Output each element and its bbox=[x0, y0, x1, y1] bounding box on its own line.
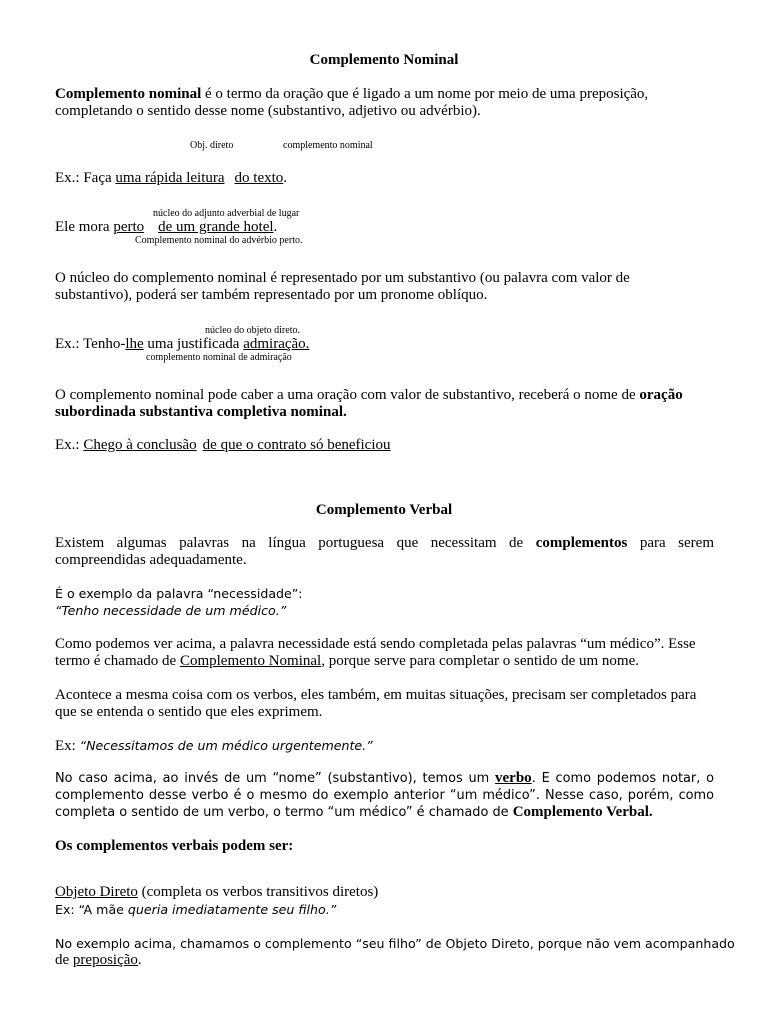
s2p6-text-b: . E como podemos notar, o bbox=[531, 771, 714, 786]
example-1-object: uma rápida leitura bbox=[115, 170, 225, 186]
annotation-complemento-nominal: complemento nominal bbox=[283, 140, 373, 151]
s2p6-complemento-verbal: Complemento Verbal. bbox=[512, 804, 653, 820]
section2-paragraph-1-line-1 bbox=[55, 535, 714, 552]
section2-paragraph-5 bbox=[55, 737, 373, 755]
example-1-prefix: Ex.: Faça bbox=[55, 170, 116, 186]
s2p5-prefix: Ex: bbox=[55, 738, 80, 754]
section2-paragraph-6-line-1 bbox=[55, 770, 714, 787]
example-2-complement: de um grande hotel bbox=[158, 219, 274, 235]
section2-paragraph-1-line-2: compreendidas adequadamente. bbox=[55, 552, 247, 568]
annotation-complemento-adverbio: Complemento nominal do advérbio perto. bbox=[135, 235, 303, 246]
s2p9-text-b: . bbox=[137, 952, 142, 968]
s2p8-objeto-direto: Objeto Direto bbox=[55, 884, 138, 900]
example-1 bbox=[55, 170, 287, 187]
s2p5-quote: “Necessitamos de um médico urgentemente.” bbox=[79, 738, 373, 753]
s2p8-example-prefix: Ex: “A mãe bbox=[55, 902, 128, 917]
section2-paragraph-9-line-1: No exemplo acima, chamamos o complemento “seu filho” de Objeto Direto, porque não vem acompanhado bbox=[55, 936, 735, 951]
paragraph-3-line-1 bbox=[55, 387, 683, 404]
example-3-noun: admiração. bbox=[243, 336, 310, 352]
s2p8-text: (completa os verbos transitivos diretos) bbox=[137, 884, 379, 900]
section2-paragraph-2-line-1: É o exemplo da palavra “necessidade”: bbox=[55, 586, 303, 601]
section-title-complemento-nominal: Complemento Nominal bbox=[309, 52, 459, 68]
s2p3-text-a: termo é chamado de bbox=[55, 653, 180, 669]
section2-paragraph-9-line-2 bbox=[55, 952, 142, 969]
definition-line-1 bbox=[55, 86, 648, 103]
example-3-middle: uma justificada bbox=[143, 336, 244, 352]
paragraph-3-text: O complemento nominal pode caber a uma oração com valor de substantivo, receberá o nome de bbox=[55, 387, 640, 403]
example-1-complement: do texto bbox=[234, 170, 284, 186]
s2p6-verbo: verbo bbox=[495, 770, 532, 786]
s2p3-link-complemento-nominal: Complemento Nominal bbox=[179, 653, 322, 669]
s2p9-preposicao: preposição bbox=[72, 952, 138, 968]
s2p3-text-b: , porque serve para completar o sentido de um nome. bbox=[321, 653, 639, 669]
annotation-complemento-admiracao: complemento nominal de admiração bbox=[146, 352, 292, 363]
section2-paragraph-4-line-1: Acontece a mesma coisa com os verbos, eles também, em muitas situações, precisam ser completados para bbox=[55, 687, 697, 703]
annotation-nucleo-adjunto: núcleo do adjunto adverbial de lugar bbox=[153, 208, 300, 219]
annotation-obj-direto: Obj. direto bbox=[190, 140, 234, 151]
example-4-noun: Chego à conclusão bbox=[83, 437, 197, 453]
example-2-end: . bbox=[273, 219, 278, 235]
example-4 bbox=[55, 437, 391, 454]
s2p1-text-b: para serem bbox=[627, 535, 714, 551]
annotation-nucleo-objeto: núcleo do objeto direto. bbox=[205, 325, 300, 336]
section-title-complemento-verbal: Complemento Verbal bbox=[315, 502, 453, 518]
s2p1-bold: complementos bbox=[535, 535, 628, 551]
definition-line-2: completando o sentido desse nome (substantivo, adjetivo ou advérbio). bbox=[55, 103, 481, 119]
section2-paragraph-6-line-3 bbox=[55, 804, 653, 821]
s2p8-example-italic: queria imediatamente seu filho.” bbox=[127, 902, 337, 917]
section2-paragraph-7: Os complementos verbais podem ser: bbox=[55, 838, 294, 854]
example-2-prefix: Ele mora bbox=[55, 219, 114, 235]
example-2-adverb: perto bbox=[113, 219, 145, 235]
example-2 bbox=[55, 219, 277, 236]
section2-paragraph-4-line-2: que se entenda o sentido que eles exprimem. bbox=[55, 704, 323, 720]
section2-paragraph-8-line-2 bbox=[55, 901, 336, 918]
example-3-pronoun: lhe bbox=[125, 336, 144, 352]
s2p6-text-a: No caso acima, ao invés de um “nome” (substantivo), temos um bbox=[55, 771, 496, 786]
paragraph-2-line-1: O núcleo do complemento nominal é representado por um substantivo (ou palavra com valor de bbox=[55, 270, 630, 286]
definition-text: é o termo da oração que é ligado a um nome por meio de uma preposição, bbox=[201, 86, 649, 102]
section2-paragraph-2-quote: “Tenho necessidade de um médico.” bbox=[55, 603, 287, 618]
paragraph-3-line-2: subordinada substantiva completiva nominal. bbox=[55, 404, 347, 420]
example-4-prefix: Ex.: bbox=[55, 437, 84, 453]
definition-term: Complemento nominal bbox=[55, 86, 202, 102]
section2-paragraph-3-line-2 bbox=[55, 653, 639, 670]
paragraph-2-line-2: substantivo), poderá ser também representado por um pronome oblíquo. bbox=[55, 287, 488, 303]
example-3 bbox=[55, 336, 309, 353]
section2-paragraph-6-line-2: complemento desse verbo é o mesmo do exemplo anterior “um médico”. Nesse caso, porém, como bbox=[55, 788, 714, 803]
s2p9-text-a: de bbox=[55, 952, 73, 968]
s2p6-text-c: completa o sentido de um verbo, o termo “um médico” é chamado de bbox=[55, 805, 513, 820]
section2-paragraph-8-line-1 bbox=[55, 884, 378, 901]
s2p1-text-a: Existem algumas palavras na língua portuguesa que necessitam de bbox=[55, 535, 536, 551]
section2-paragraph-3-line-1: Como podemos ver acima, a palavra necessidade está sendo completada pelas palavras “um médico”. Esse bbox=[55, 636, 696, 652]
example-3-prefix: Ex.: Tenho- bbox=[55, 336, 126, 352]
example-1-end: . bbox=[283, 170, 288, 186]
paragraph-3-term-start: oração bbox=[639, 387, 683, 403]
example-4-clause: de que o contrato só beneficiou bbox=[202, 437, 391, 453]
